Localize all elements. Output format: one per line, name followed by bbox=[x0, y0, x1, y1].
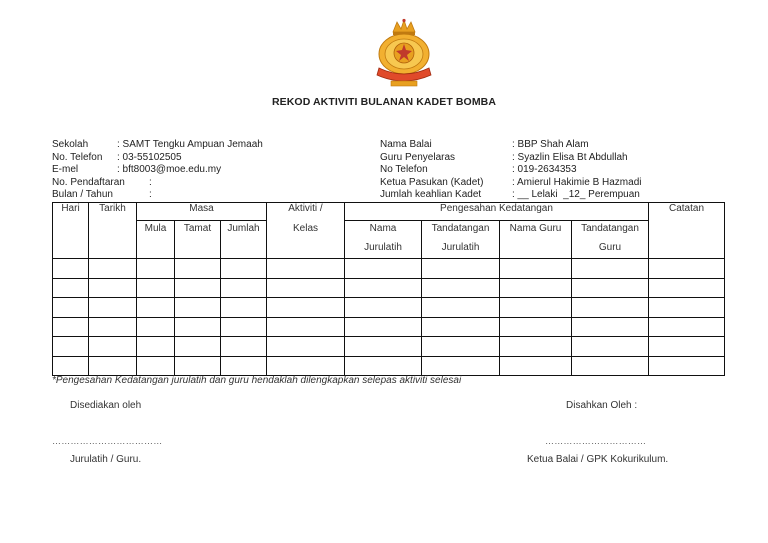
info-row-telefon bbox=[52, 152, 352, 165]
table-cell[interactable] bbox=[89, 298, 137, 318]
station-info bbox=[380, 139, 680, 202]
table-cell[interactable] bbox=[175, 337, 221, 357]
info-value: : bbox=[149, 189, 152, 201]
info-label: Bulan / Tahun bbox=[52, 189, 113, 201]
header-text: Tandatangan bbox=[581, 223, 639, 234]
header-text: Jurulatih bbox=[441, 242, 480, 253]
table-cell[interactable] bbox=[89, 259, 137, 279]
info-label: E-mel bbox=[52, 164, 79, 176]
info-label: Ketua Pasukan (Kadet) bbox=[380, 176, 484, 188]
info-row-emel bbox=[52, 164, 352, 177]
table-cell[interactable] bbox=[649, 259, 725, 279]
info-label: Sekolah bbox=[52, 139, 89, 150]
table-row bbox=[53, 298, 725, 318]
table-cell[interactable] bbox=[345, 278, 422, 298]
table-cell[interactable] bbox=[137, 356, 175, 376]
table-cell[interactable] bbox=[137, 337, 175, 357]
header-tandatangan-jurulatih bbox=[422, 221, 500, 259]
table-cell[interactable] bbox=[422, 259, 500, 279]
table-cell[interactable] bbox=[500, 356, 572, 376]
table-cell[interactable] bbox=[221, 337, 267, 357]
table-cell[interactable] bbox=[267, 356, 345, 376]
table-cell[interactable] bbox=[221, 278, 267, 298]
prepared-by-signature-line: ……………………………… bbox=[52, 436, 163, 446]
table-cell[interactable] bbox=[221, 317, 267, 337]
header-tarikh: Tarikh bbox=[89, 203, 137, 259]
header-jumlah: Jumlah bbox=[221, 221, 267, 259]
table-row bbox=[53, 317, 725, 337]
table-cell[interactable] bbox=[500, 259, 572, 279]
page-title: REKOD AKTIVITI BULANAN KADET BOMBA bbox=[271, 96, 497, 108]
table-cell[interactable] bbox=[267, 337, 345, 357]
table-cell[interactable] bbox=[345, 298, 422, 318]
header-text: Jurulatih bbox=[364, 242, 402, 253]
header-pengesahan: Pengesahan Kedatangan bbox=[345, 203, 649, 221]
bomba-crest-icon bbox=[373, 18, 435, 88]
table-cell[interactable] bbox=[267, 259, 345, 279]
info-label: No. Pendaftaran bbox=[52, 176, 125, 188]
table-cell[interactable] bbox=[137, 278, 175, 298]
table-cell[interactable] bbox=[53, 298, 89, 318]
table-cell[interactable] bbox=[267, 317, 345, 337]
info-value: : Syazlin Elisa Bt Abdullah bbox=[512, 151, 628, 163]
header-text: Nama bbox=[369, 223, 397, 234]
table-cell[interactable] bbox=[345, 317, 422, 337]
header-row-top bbox=[53, 203, 725, 221]
table-cell[interactable] bbox=[572, 278, 649, 298]
table-cell[interactable] bbox=[267, 298, 345, 318]
table-row bbox=[53, 278, 725, 298]
table-cell[interactable] bbox=[345, 356, 422, 376]
table-cell[interactable] bbox=[500, 337, 572, 357]
table-cell[interactable] bbox=[500, 298, 572, 318]
header-aktiviti-line1: Aktiviti / bbox=[288, 203, 323, 214]
table-cell[interactable] bbox=[175, 356, 221, 376]
header-nama-guru: Nama Guru bbox=[500, 221, 572, 259]
table-cell[interactable] bbox=[572, 356, 649, 376]
table-cell[interactable] bbox=[422, 356, 500, 376]
table-cell[interactable] bbox=[345, 337, 422, 357]
table-cell[interactable] bbox=[53, 337, 89, 357]
info-label: No. Telefon bbox=[52, 151, 103, 163]
info-value: : 03-55102505 bbox=[117, 151, 182, 163]
info-label: Guru Penyelaras bbox=[380, 151, 456, 163]
info-row-jumlah-keahlian bbox=[380, 189, 680, 202]
table-cell[interactable] bbox=[221, 298, 267, 318]
table-cell[interactable] bbox=[89, 337, 137, 357]
footnote: *Pengesahan Kedatangan jurulatih dan guru hendaklah dilengkapkan selepas aktiviti selesai bbox=[52, 375, 462, 386]
prepared-by-role: Jurulatih / Guru. bbox=[70, 454, 142, 465]
table-cell[interactable] bbox=[649, 337, 725, 357]
header-masa: Masa bbox=[137, 203, 267, 221]
table-cell[interactable] bbox=[345, 259, 422, 279]
info-row-guru-penyelaras bbox=[380, 152, 680, 165]
approved-by-role: Ketua Balai / GPK Kokurikulum. bbox=[527, 454, 669, 465]
info-value: : bft8003@moe.edu.my bbox=[117, 164, 222, 176]
info-row-ketua-pasukan bbox=[380, 177, 680, 190]
table-cell[interactable] bbox=[649, 317, 725, 337]
table-cell[interactable] bbox=[422, 298, 500, 318]
info-row-nama-balai bbox=[380, 139, 680, 152]
table-cell[interactable] bbox=[572, 317, 649, 337]
header-mula: Mula bbox=[137, 221, 175, 259]
table-cell[interactable] bbox=[175, 298, 221, 318]
header-text: Guru bbox=[598, 242, 622, 253]
table-cell[interactable] bbox=[175, 259, 221, 279]
info-value: : SAMT Tengku Ampuan Jemaah bbox=[117, 139, 263, 150]
approved-by-caption: Disahkan Oleh : bbox=[566, 400, 638, 411]
table-cell[interactable] bbox=[649, 278, 725, 298]
info-value: : 019-2634353 bbox=[512, 164, 577, 176]
school-info bbox=[52, 139, 352, 202]
table-cell[interactable] bbox=[572, 259, 649, 279]
info-row-no-telefon bbox=[380, 164, 680, 177]
table-cell[interactable] bbox=[649, 356, 725, 376]
header-tamat: Tamat bbox=[175, 221, 221, 259]
table-cell[interactable] bbox=[53, 259, 89, 279]
table-cell[interactable] bbox=[53, 356, 89, 376]
header-aktiviti bbox=[267, 203, 345, 259]
table-cell[interactable] bbox=[89, 356, 137, 376]
table-cell[interactable] bbox=[422, 337, 500, 357]
info-value: : Amierul Hakimie B Hazmadi bbox=[512, 176, 642, 188]
table-cell[interactable] bbox=[221, 356, 267, 376]
table-cell[interactable] bbox=[53, 317, 89, 337]
info-value: : __ Lelaki _12_ Perempuan bbox=[512, 189, 640, 201]
info-label: No Telefon bbox=[380, 164, 428, 176]
table-cell[interactable] bbox=[137, 298, 175, 318]
table-cell[interactable] bbox=[500, 317, 572, 337]
table-cell[interactable] bbox=[267, 278, 345, 298]
info-value: : bbox=[149, 176, 152, 188]
table-cell[interactable] bbox=[89, 317, 137, 337]
header-tandatangan-guru bbox=[572, 221, 649, 259]
table-cell[interactable] bbox=[500, 278, 572, 298]
table-cell[interactable] bbox=[53, 278, 89, 298]
info-row-bulan-tahun bbox=[52, 189, 352, 202]
table-cell[interactable] bbox=[175, 278, 221, 298]
info-label: Jumlah keahlian Kadet bbox=[380, 189, 482, 201]
info-value: : BBP Shah Alam bbox=[512, 139, 589, 150]
table-row bbox=[53, 337, 725, 357]
table-cell[interactable] bbox=[137, 259, 175, 279]
activity-record-table bbox=[52, 202, 725, 376]
table-cell[interactable] bbox=[221, 259, 267, 279]
header-text: Tandatangan bbox=[431, 223, 490, 234]
header-hari: Hari bbox=[53, 203, 89, 259]
table-body bbox=[53, 259, 725, 376]
info-label: Nama Balai bbox=[380, 139, 432, 150]
table-cell[interactable] bbox=[422, 317, 500, 337]
table-cell[interactable] bbox=[572, 298, 649, 318]
table-cell[interactable] bbox=[175, 317, 221, 337]
info-row-sekolah bbox=[52, 139, 352, 152]
table-row bbox=[53, 259, 725, 279]
header-aktiviti-line2: Kelas bbox=[292, 223, 318, 234]
table-row bbox=[53, 356, 725, 376]
approved-by-signature-line: …………………………… bbox=[545, 436, 647, 446]
info-row-pendaftaran bbox=[52, 177, 352, 190]
table-cell[interactable] bbox=[649, 298, 725, 318]
table-cell[interactable] bbox=[89, 278, 137, 298]
table-cell[interactable] bbox=[422, 278, 500, 298]
header-nama-jurulatih bbox=[345, 221, 422, 259]
prepared-by-caption: Disediakan oleh bbox=[70, 400, 142, 411]
table-cell[interactable] bbox=[137, 317, 175, 337]
header-row-sub bbox=[53, 221, 725, 259]
table-cell[interactable] bbox=[572, 337, 649, 357]
header-catatan: Catatan bbox=[649, 203, 725, 259]
